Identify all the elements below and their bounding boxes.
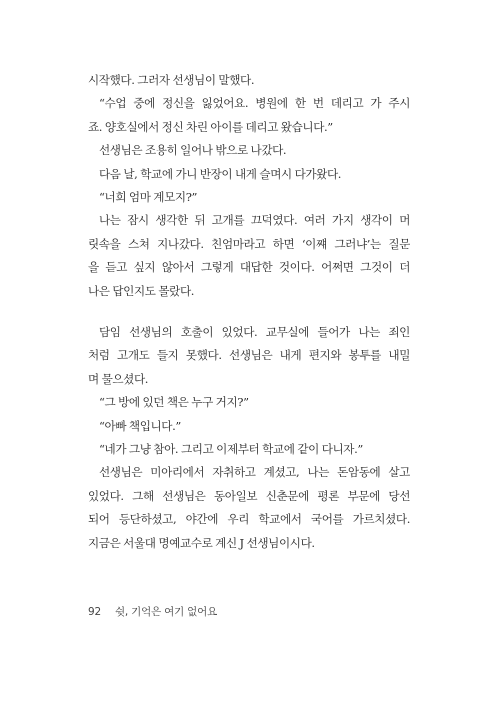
text-line: 죠. 양호실에서 정신 차린 아이를 데리고 왔습니다.” <box>88 119 333 134</box>
text-section-1 <box>88 69 410 303</box>
text-line: “그 방에 있던 책은 누구 거지?” <box>99 395 249 410</box>
text-line: 나은 답인지도 몰랐다. <box>88 283 195 298</box>
text-line: 있었다. 그해 선생님은 동아일보 신춘문에 평론 부문에 당선 <box>88 488 410 503</box>
text-line: 릿속을 스쳐 지나갔다. 친엄마라고 하면 ‘이쨰 그러냐’는 질문 <box>88 236 410 251</box>
text-line: 다음 날, 학교에 가니 반장이 내게 슬며시 다가왔다. <box>99 166 342 181</box>
text-line: 며 물으셨다. <box>88 371 149 386</box>
text-section-2 <box>88 321 410 555</box>
text-line: 선생님은 조용히 일어나 밖으로 나갔다. <box>99 143 287 158</box>
text-line: 되어 등단하셨고, 야간에 우리 학교에서 국어를 가르치셨다. <box>88 512 410 527</box>
page-number: 92 <box>88 606 101 618</box>
text-line: “아빠 책입니다.” <box>99 418 181 433</box>
text-line: 을 듣고 싶지 않아서 그렇게 대답한 것이다. 어쩌면 그것이 더 <box>88 260 410 275</box>
text-line: 담임 선생님의 호출이 있었다. 교무실에 들어가 나는 죄인 <box>99 325 410 339</box>
text-line: “네가 그냥 참아. 그리고 이제부터 학교에 같이 다니자.” <box>99 441 363 456</box>
text-line: 선생님은 미아리에서 자취하고 계셨고, 나는 돈암동에 살고 <box>99 465 410 480</box>
text-line: 나는 잠시 생각한 뒤 고개를 끄덕였다. 여러 가지 생각이 머 <box>99 213 410 228</box>
text-line: 처럼 고개도 들지 못했다. 선생님은 내게 편지와 봉투를 내밀 <box>88 348 410 363</box>
page-footer <box>88 604 217 619</box>
chapter-title: 쉿, 기억은 여기 없어요 <box>114 606 218 618</box>
text-line: “너희 엄마 계모지?” <box>99 189 198 204</box>
text-line: 시작했다. 그러자 선생님이 말했다. <box>88 73 255 87</box>
text-line: “수업 중에 정신을 잃었어요. 병원에 한 번 데리고 가 주시 <box>99 96 410 111</box>
text-line: 지금은 서울대 명예교수로 계신 J 선생님이시다. <box>88 535 315 550</box>
